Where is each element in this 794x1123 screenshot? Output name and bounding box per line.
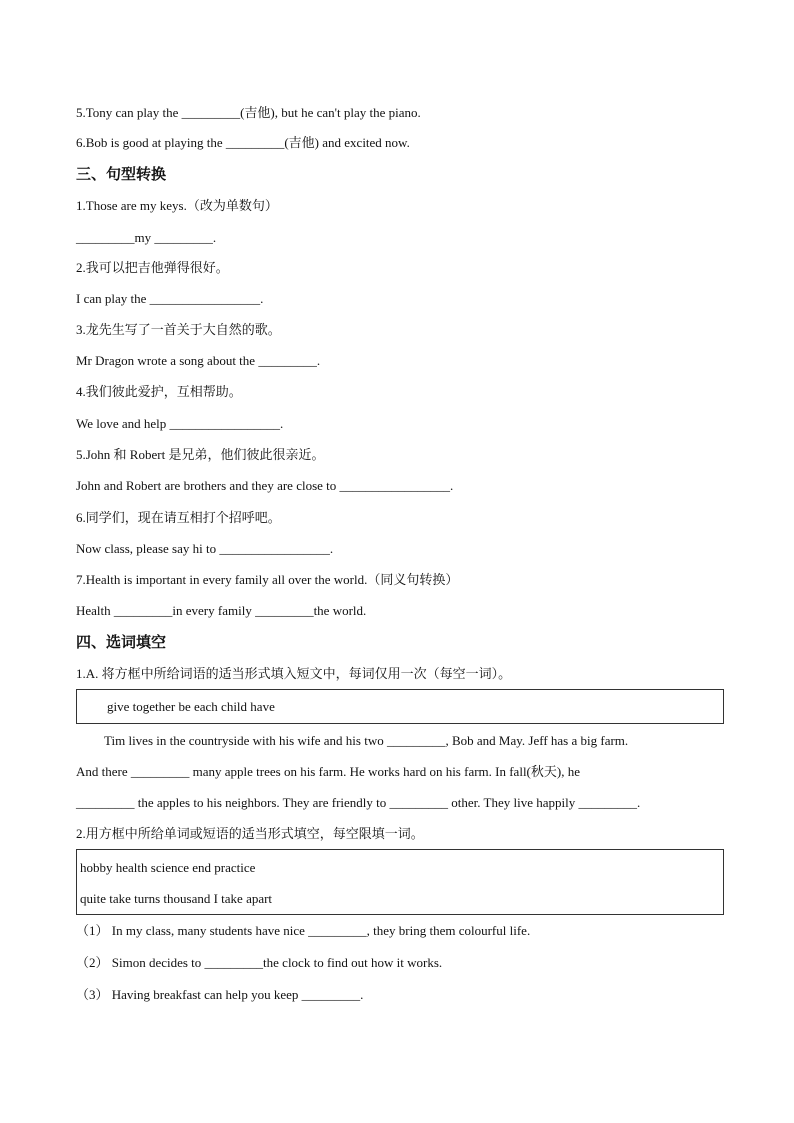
line-p2-instruction: 2.用方框中所给单词或短语的适当形式填空，每空限填一词。 (76, 826, 424, 841)
line-p2-q1: （1） In my class, many students have nice _________, they bring them colourful life. (76, 923, 531, 938)
line-s5-answer: John and Robert are brothers and they are close to _________________. (76, 478, 454, 493)
line-s6-answer: Now class, please say hi to _________________. (76, 541, 334, 556)
line-s5: 5.John 和 Robert 是兄弟，他们彼此很亲近。 (76, 447, 325, 462)
line-s2: 2.我可以把吉他弹得很好。 (76, 260, 229, 275)
line-s3-answer: Mr Dragon wrote a song about the _________. (76, 353, 321, 368)
line-s3: 3.龙先生写了一首关于大自然的歌。 (76, 322, 281, 337)
line-s1-answer: _________my _________. (76, 230, 217, 245)
line-s6: 6.同学们，现在请互相打个招呼吧。 (76, 510, 281, 525)
line-s4: 4.我们彼此爱护，互相帮助。 (76, 384, 242, 399)
word-box-1-text: give together be each child have (107, 699, 275, 714)
line-s2-answer: I can play the _________________. (76, 291, 264, 306)
line-s7-answer: Health _________in every family _________the world. (76, 603, 367, 618)
section-heading-4: 四、选词填空 (76, 633, 167, 651)
passage-line-1: Tim lives in the countryside with his wife and his two _________, Bob and May. Jeff has a big farm. (104, 733, 629, 748)
line-s4-answer: We love and help _________________. (76, 416, 284, 431)
line-p2-q3: （3） Having breakfast can help you keep _________. (76, 987, 364, 1002)
line-q5-tony: 5.Tony can play the _________(吉他), but he can't play the piano. (76, 105, 421, 120)
word-box-2-line-2: quite take turns thousand I take apart (80, 891, 273, 906)
word-box-1 (76, 689, 724, 724)
passage-line-3: _________ the apples to his neighbors. They are friendly to _________ other. They live happily _________. (76, 795, 641, 810)
line-s1: 1.Those are my keys.（改为单数句） (76, 198, 278, 213)
line-p2-q2: （2） Simon decides to _________the clock to find out how it works. (76, 955, 443, 970)
passage-line-2: And there _________ many apple trees on his farm. He works hard on his farm. In fall(秋天), he (76, 764, 580, 779)
word-box-2-line-1: hobby health science end practice (80, 860, 256, 875)
line-p1-instruction: 1.A. 将方框中所给词语的适当形式填入短文中，每词仅用一次（每空一词）。 (76, 666, 512, 681)
line-s7: 7.Health is important in every family all over the world.（同义句转换） (76, 572, 459, 587)
section-heading-3: 三、句型转换 (76, 165, 167, 183)
word-box-2 (76, 849, 724, 915)
line-q6-bob: 6.Bob is good at playing the _________(吉他) and excited now. (76, 135, 410, 150)
